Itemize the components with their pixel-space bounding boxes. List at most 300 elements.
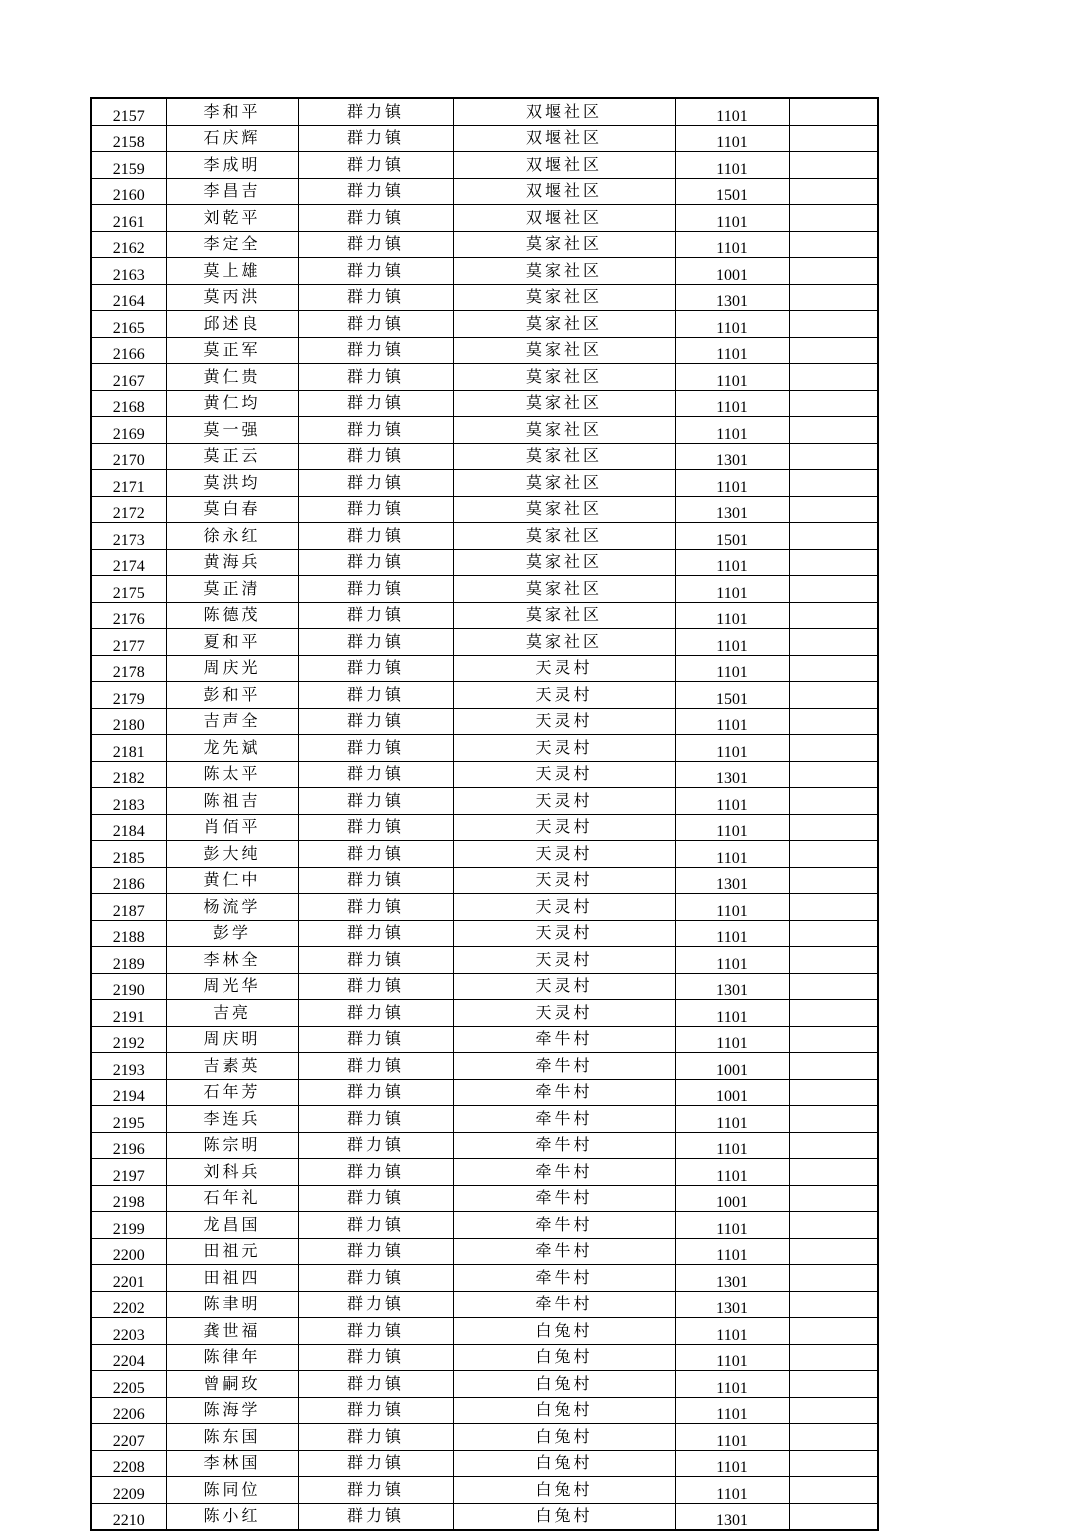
town-cell: 群力镇 [298, 311, 453, 338]
row-number-cell: 2188 [91, 920, 166, 947]
row-number-cell: 2162 [91, 231, 166, 258]
note-cell [789, 1265, 878, 1292]
note-cell [789, 1291, 878, 1318]
village-cell: 天灵村 [453, 973, 675, 1000]
note-cell [789, 894, 878, 921]
row-number-cell: 2196 [91, 1132, 166, 1159]
table-row [91, 1424, 878, 1451]
village-cell: 双堰社区 [453, 178, 675, 205]
note-cell [789, 1371, 878, 1398]
table-row [91, 1371, 878, 1398]
code-cell: 1101 [675, 470, 789, 497]
code-cell: 1101 [675, 1318, 789, 1345]
row-number-cell: 2177 [91, 629, 166, 656]
table-row [91, 1106, 878, 1133]
row-number-cell: 2163 [91, 258, 166, 285]
town-cell: 群力镇 [298, 549, 453, 576]
row-number-cell: 2186 [91, 867, 166, 894]
row-number-cell: 2197 [91, 1159, 166, 1186]
person-name-cell: 刘乾平 [166, 205, 298, 232]
table-row [91, 205, 878, 232]
table-row [91, 1318, 878, 1345]
person-name-cell: 莫丙洪 [166, 284, 298, 311]
note-cell [789, 390, 878, 417]
person-name-cell: 李林全 [166, 947, 298, 974]
row-number-cell: 2172 [91, 496, 166, 523]
code-cell: 1101 [675, 549, 789, 576]
row-number-cell: 2168 [91, 390, 166, 417]
code-cell: 1101 [675, 814, 789, 841]
village-cell: 白兔村 [453, 1450, 675, 1477]
table-row [91, 655, 878, 682]
table-row [91, 1026, 878, 1053]
row-number-cell: 2170 [91, 443, 166, 470]
row-number-cell: 2208 [91, 1450, 166, 1477]
table-row [91, 152, 878, 179]
town-cell: 群力镇 [298, 390, 453, 417]
row-number-cell: 2173 [91, 523, 166, 550]
code-cell: 1301 [675, 1503, 789, 1530]
note-cell [789, 1424, 878, 1451]
village-cell: 天灵村 [453, 682, 675, 709]
town-cell: 群力镇 [298, 1238, 453, 1265]
village-cell: 白兔村 [453, 1318, 675, 1345]
table-row [91, 231, 878, 258]
village-cell: 莫家社区 [453, 231, 675, 258]
row-number-cell: 2176 [91, 602, 166, 629]
person-name-cell: 吉素英 [166, 1053, 298, 1080]
town-cell: 群力镇 [298, 841, 453, 868]
table-row [91, 523, 878, 550]
person-name-cell: 肖佰平 [166, 814, 298, 841]
village-cell: 天灵村 [453, 894, 675, 921]
town-cell: 群力镇 [298, 576, 453, 603]
note-cell [789, 1450, 878, 1477]
code-cell: 1101 [675, 1212, 789, 1239]
code-cell: 1101 [675, 1450, 789, 1477]
code-cell: 1101 [675, 1238, 789, 1265]
person-name-cell: 石年礼 [166, 1185, 298, 1212]
village-cell: 白兔村 [453, 1397, 675, 1424]
town-cell: 群力镇 [298, 1000, 453, 1027]
village-cell: 白兔村 [453, 1424, 675, 1451]
code-cell: 1101 [675, 1371, 789, 1398]
town-cell: 群力镇 [298, 1079, 453, 1106]
table-row [91, 867, 878, 894]
person-name-cell: 陈同位 [166, 1477, 298, 1504]
village-cell: 白兔村 [453, 1477, 675, 1504]
village-cell: 牵牛村 [453, 1106, 675, 1133]
person-name-cell: 周光华 [166, 973, 298, 1000]
person-name-cell: 李连兵 [166, 1106, 298, 1133]
code-cell: 1001 [675, 258, 789, 285]
person-name-cell: 石庆辉 [166, 125, 298, 152]
note-cell [789, 1477, 878, 1504]
code-cell: 1301 [675, 973, 789, 1000]
table-row [91, 1265, 878, 1292]
person-name-cell: 莫洪均 [166, 470, 298, 497]
table-row [91, 390, 878, 417]
code-cell: 1101 [675, 1397, 789, 1424]
row-number-cell: 2206 [91, 1397, 166, 1424]
note-cell [789, 258, 878, 285]
village-cell: 牵牛村 [453, 1291, 675, 1318]
row-number-cell: 2201 [91, 1265, 166, 1292]
town-cell: 群力镇 [298, 682, 453, 709]
row-number-cell: 2203 [91, 1318, 166, 1345]
table-row [91, 470, 878, 497]
note-cell [789, 152, 878, 179]
note-cell [789, 337, 878, 364]
note-cell [789, 1132, 878, 1159]
person-name-cell: 黄仁均 [166, 390, 298, 417]
note-cell [789, 205, 878, 232]
table-row [91, 1477, 878, 1504]
town-cell: 群力镇 [298, 125, 453, 152]
code-cell: 1301 [675, 1265, 789, 1292]
note-cell [789, 1159, 878, 1186]
note-cell [789, 1106, 878, 1133]
village-cell: 莫家社区 [453, 337, 675, 364]
town-cell: 群力镇 [298, 1371, 453, 1398]
town-cell: 群力镇 [298, 1185, 453, 1212]
note-cell [789, 98, 878, 125]
village-cell: 天灵村 [453, 814, 675, 841]
town-cell: 群力镇 [298, 761, 453, 788]
person-name-cell: 莫正云 [166, 443, 298, 470]
village-cell: 牵牛村 [453, 1159, 675, 1186]
person-name-cell: 田祖元 [166, 1238, 298, 1265]
person-name-cell: 莫正清 [166, 576, 298, 603]
code-cell: 1501 [675, 178, 789, 205]
person-name-cell: 陈德茂 [166, 602, 298, 629]
code-cell: 1101 [675, 1026, 789, 1053]
person-name-cell: 夏和平 [166, 629, 298, 656]
row-number-cell: 2161 [91, 205, 166, 232]
row-number-cell: 2165 [91, 311, 166, 338]
row-number-cell: 2195 [91, 1106, 166, 1133]
row-number-cell: 2174 [91, 549, 166, 576]
row-number-cell: 2164 [91, 284, 166, 311]
code-cell: 1001 [675, 1079, 789, 1106]
town-cell: 群力镇 [298, 602, 453, 629]
code-cell: 1101 [675, 1132, 789, 1159]
table-row [91, 920, 878, 947]
person-name-cell: 莫上雄 [166, 258, 298, 285]
person-name-cell: 曾嗣玫 [166, 1371, 298, 1398]
code-cell: 1101 [675, 125, 789, 152]
table-row [91, 125, 878, 152]
village-cell: 双堰社区 [453, 98, 675, 125]
village-cell: 双堰社区 [453, 125, 675, 152]
village-cell: 牵牛村 [453, 1238, 675, 1265]
town-cell: 群力镇 [298, 814, 453, 841]
person-name-cell: 莫一强 [166, 417, 298, 444]
person-name-cell: 彭和平 [166, 682, 298, 709]
note-cell [789, 1000, 878, 1027]
village-cell: 双堰社区 [453, 152, 675, 179]
person-name-cell: 龙昌国 [166, 1212, 298, 1239]
code-cell: 1101 [675, 947, 789, 974]
town-cell: 群力镇 [298, 523, 453, 550]
code-cell: 1101 [675, 629, 789, 656]
note-cell [789, 1318, 878, 1345]
person-name-cell: 莫正军 [166, 337, 298, 364]
code-cell: 1301 [675, 867, 789, 894]
note-cell [789, 973, 878, 1000]
row-number-cell: 2192 [91, 1026, 166, 1053]
village-cell: 莫家社区 [453, 602, 675, 629]
town-cell: 群力镇 [298, 973, 453, 1000]
note-cell [789, 655, 878, 682]
town-cell: 群力镇 [298, 1132, 453, 1159]
town-cell: 群力镇 [298, 1053, 453, 1080]
row-number-cell: 2169 [91, 417, 166, 444]
person-name-cell: 吉声全 [166, 708, 298, 735]
village-cell: 天灵村 [453, 1000, 675, 1027]
code-cell: 1101 [675, 655, 789, 682]
village-cell: 天灵村 [453, 761, 675, 788]
row-number-cell: 2178 [91, 655, 166, 682]
row-number-cell: 2157 [91, 98, 166, 125]
code-cell: 1101 [675, 602, 789, 629]
record-table-body [91, 98, 878, 1530]
note-cell [789, 523, 878, 550]
row-number-cell: 2182 [91, 761, 166, 788]
table-row [91, 178, 878, 205]
row-number-cell: 2159 [91, 152, 166, 179]
note-cell [789, 364, 878, 391]
code-cell: 1101 [675, 311, 789, 338]
code-cell: 1101 [675, 364, 789, 391]
village-cell: 白兔村 [453, 1344, 675, 1371]
note-cell [789, 788, 878, 815]
code-cell: 1101 [675, 390, 789, 417]
town-cell: 群力镇 [298, 258, 453, 285]
town-cell: 群力镇 [298, 735, 453, 762]
note-cell [789, 735, 878, 762]
note-cell [789, 841, 878, 868]
person-name-cell: 莫白春 [166, 496, 298, 523]
row-number-cell: 2199 [91, 1212, 166, 1239]
table-row [91, 629, 878, 656]
person-name-cell: 黄海兵 [166, 549, 298, 576]
town-cell: 群力镇 [298, 470, 453, 497]
person-name-cell: 彭大纯 [166, 841, 298, 868]
note-cell [789, 443, 878, 470]
table-row [91, 1344, 878, 1371]
table-row [91, 602, 878, 629]
town-cell: 群力镇 [298, 443, 453, 470]
row-number-cell: 2198 [91, 1185, 166, 1212]
code-cell: 1301 [675, 761, 789, 788]
table-row [91, 841, 878, 868]
row-number-cell: 2181 [91, 735, 166, 762]
village-cell: 莫家社区 [453, 417, 675, 444]
note-cell [789, 311, 878, 338]
row-number-cell: 2185 [91, 841, 166, 868]
village-cell: 莫家社区 [453, 523, 675, 550]
row-number-cell: 2193 [91, 1053, 166, 1080]
village-cell: 天灵村 [453, 841, 675, 868]
village-cell: 天灵村 [453, 735, 675, 762]
code-cell: 1101 [675, 1159, 789, 1186]
note-cell [789, 549, 878, 576]
note-cell [789, 629, 878, 656]
person-name-cell: 邱述良 [166, 311, 298, 338]
town-cell: 群力镇 [298, 417, 453, 444]
person-name-cell: 彭学 [166, 920, 298, 947]
code-cell: 1101 [675, 1344, 789, 1371]
village-cell: 莫家社区 [453, 284, 675, 311]
row-number-cell: 2209 [91, 1477, 166, 1504]
town-cell: 群力镇 [298, 894, 453, 921]
code-cell: 1501 [675, 682, 789, 709]
note-cell [789, 125, 878, 152]
person-name-cell: 陈祖吉 [166, 788, 298, 815]
village-cell: 莫家社区 [453, 470, 675, 497]
code-cell: 1301 [675, 443, 789, 470]
person-name-cell: 杨流学 [166, 894, 298, 921]
table-row [91, 311, 878, 338]
row-number-cell: 2171 [91, 470, 166, 497]
note-cell [789, 1397, 878, 1424]
note-cell [789, 231, 878, 258]
person-name-cell: 刘科兵 [166, 1159, 298, 1186]
code-cell: 1101 [675, 337, 789, 364]
town-cell: 群力镇 [298, 98, 453, 125]
row-number-cell: 2166 [91, 337, 166, 364]
town-cell: 群力镇 [298, 1265, 453, 1292]
code-cell: 1101 [675, 205, 789, 232]
village-cell: 天灵村 [453, 788, 675, 815]
note-cell [789, 1212, 878, 1239]
village-cell: 天灵村 [453, 867, 675, 894]
town-cell: 群力镇 [298, 1318, 453, 1345]
person-name-cell: 周庆光 [166, 655, 298, 682]
code-cell: 1101 [675, 894, 789, 921]
town-cell: 群力镇 [298, 1291, 453, 1318]
note-cell [789, 178, 878, 205]
village-cell: 莫家社区 [453, 496, 675, 523]
row-number-cell: 2210 [91, 1503, 166, 1530]
table-row [91, 284, 878, 311]
code-cell: 1101 [675, 1477, 789, 1504]
person-name-cell: 陈太平 [166, 761, 298, 788]
table-row [91, 443, 878, 470]
table-row [91, 1450, 878, 1477]
table-row [91, 337, 878, 364]
code-cell: 1301 [675, 1291, 789, 1318]
table-row [91, 894, 878, 921]
code-cell: 1101 [675, 708, 789, 735]
table-row [91, 814, 878, 841]
note-cell [789, 867, 878, 894]
town-cell: 群力镇 [298, 1212, 453, 1239]
town-cell: 群力镇 [298, 231, 453, 258]
town-cell: 群力镇 [298, 867, 453, 894]
table-row [91, 682, 878, 709]
town-cell: 群力镇 [298, 1159, 453, 1186]
note-cell [789, 1238, 878, 1265]
note-cell [789, 761, 878, 788]
table-row [91, 1159, 878, 1186]
code-cell: 1101 [675, 841, 789, 868]
village-cell: 双堰社区 [453, 205, 675, 232]
person-name-cell: 黄仁贵 [166, 364, 298, 391]
note-cell [789, 1079, 878, 1106]
person-name-cell: 李成明 [166, 152, 298, 179]
code-cell: 1101 [675, 1424, 789, 1451]
person-name-cell: 石年芳 [166, 1079, 298, 1106]
note-cell [789, 920, 878, 947]
code-cell: 1301 [675, 496, 789, 523]
town-cell: 群力镇 [298, 947, 453, 974]
table-row [91, 1053, 878, 1080]
town-cell: 群力镇 [298, 152, 453, 179]
village-cell: 牵牛村 [453, 1265, 675, 1292]
village-cell: 莫家社区 [453, 390, 675, 417]
town-cell: 群力镇 [298, 920, 453, 947]
code-cell: 1101 [675, 920, 789, 947]
code-cell: 1101 [675, 152, 789, 179]
person-name-cell: 陈小红 [166, 1503, 298, 1530]
person-name-cell: 陈聿明 [166, 1291, 298, 1318]
table-row [91, 98, 878, 125]
row-number-cell: 2160 [91, 178, 166, 205]
row-number-cell: 2200 [91, 1238, 166, 1265]
town-cell: 群力镇 [298, 1106, 453, 1133]
code-cell: 1001 [675, 1053, 789, 1080]
town-cell: 群力镇 [298, 337, 453, 364]
table-row [91, 1238, 878, 1265]
table-row [91, 1079, 878, 1106]
person-name-cell: 李昌吉 [166, 178, 298, 205]
record-table [90, 97, 879, 1531]
code-cell: 1101 [675, 1106, 789, 1133]
town-cell: 群力镇 [298, 178, 453, 205]
row-number-cell: 2207 [91, 1424, 166, 1451]
note-cell [789, 576, 878, 603]
town-cell: 群力镇 [298, 1450, 453, 1477]
village-cell: 牵牛村 [453, 1132, 675, 1159]
person-name-cell: 陈宗明 [166, 1132, 298, 1159]
table-row [91, 1132, 878, 1159]
town-cell: 群力镇 [298, 655, 453, 682]
row-number-cell: 2204 [91, 1344, 166, 1371]
table-row [91, 1185, 878, 1212]
note-cell [789, 1185, 878, 1212]
table-row [91, 496, 878, 523]
table-row [91, 1212, 878, 1239]
note-cell [789, 496, 878, 523]
village-cell: 牵牛村 [453, 1079, 675, 1106]
code-cell: 1001 [675, 1185, 789, 1212]
row-number-cell: 2189 [91, 947, 166, 974]
person-name-cell: 周庆明 [166, 1026, 298, 1053]
table-row [91, 1397, 878, 1424]
town-cell: 群力镇 [298, 496, 453, 523]
village-cell: 牵牛村 [453, 1053, 675, 1080]
town-cell: 群力镇 [298, 1397, 453, 1424]
row-number-cell: 2167 [91, 364, 166, 391]
code-cell: 1101 [675, 788, 789, 815]
town-cell: 群力镇 [298, 788, 453, 815]
town-cell: 群力镇 [298, 708, 453, 735]
village-cell: 莫家社区 [453, 311, 675, 338]
code-cell: 1101 [675, 576, 789, 603]
table-row [91, 549, 878, 576]
